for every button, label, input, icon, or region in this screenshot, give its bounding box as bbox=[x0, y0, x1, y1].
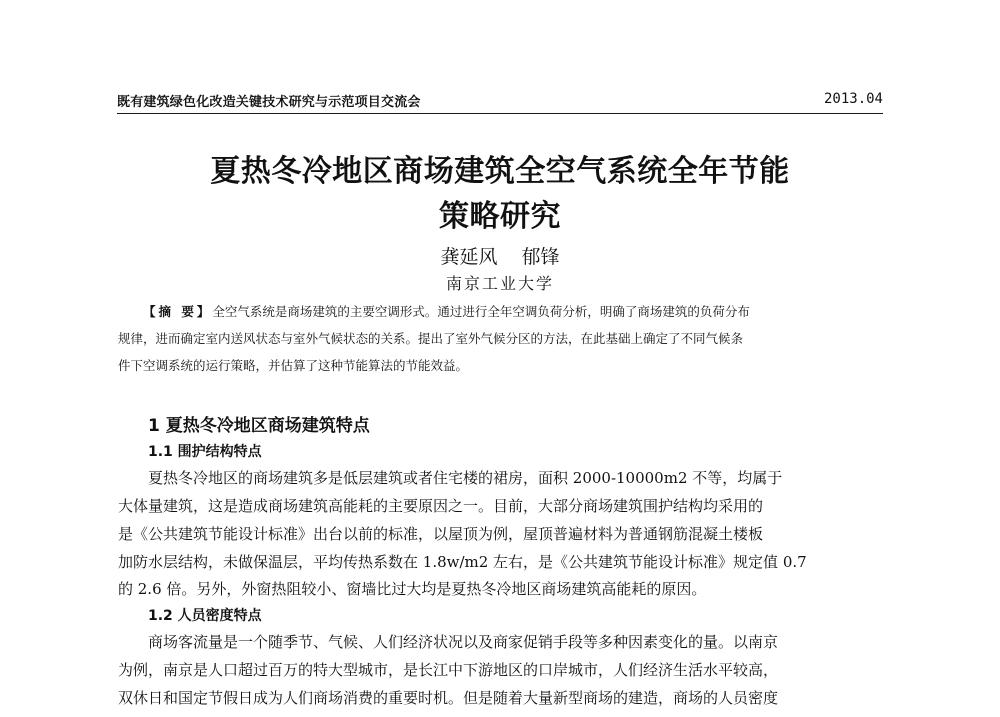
section-heading: 1 夏热冬冷地区商场建筑特点 bbox=[148, 416, 370, 436]
author-list bbox=[0, 242, 1000, 269]
abstract-label: 【摘 要】 bbox=[143, 304, 213, 319]
abstract-line: 件下空调系统的运行策略，并估算了这种节能算法的节能效益。 bbox=[118, 358, 469, 373]
abstract-line: 规律，进而确定室内送风状态与室外气候状态的关系。提出了室外气候分区的方法，在此基础上确定了不同气候条 bbox=[118, 331, 744, 346]
author-name: 郁锋 bbox=[521, 246, 560, 268]
subsection-heading: 1.1 围护结构特点 bbox=[148, 444, 262, 460]
paragraph-line: 为例，南京是人口超过百万的特大型城市，是长江中下游地区的口岸城市，人们经济生活水平较高， bbox=[118, 661, 779, 679]
paragraph-line: 是《公共建筑节能设计标准》出台以前的标准，以屋顶为例，屋顶普遍材料为普通钢筋混凝土楼板 bbox=[118, 525, 764, 543]
paragraph-line: 大体量建筑，这是造成商场建筑高能耗的主要原因之一。目前，大部分商场建筑围护结构均采用的 bbox=[118, 497, 764, 515]
paragraph-line: 加防水层结构，未做保温层，平均传热系数在 1.8w/m2 左右，是《公共建筑节能设计标准》规定值 0.7 bbox=[118, 553, 807, 571]
author-name: 龚延风 bbox=[440, 246, 498, 268]
paragraph-line: 的 2.6 倍。另外，外窗热阻较小、窗墙比过大均是夏热冬冷地区商场建筑高能耗的原因。 bbox=[118, 580, 707, 598]
paper-title-line-2: 策略研究 bbox=[439, 199, 561, 234]
affiliation: 南京工业大学 bbox=[445, 274, 554, 293]
paragraph-line: 夏热冬冷地区的商场建筑多是低层建筑或者住宅楼的裙房，面积 2000-10000m2 不等，均属于 bbox=[148, 469, 783, 487]
paragraph-line: 商场客流量是一个随季节、气候、人们经济状况以及商家促销手段等多种因素变化的量。以南京 bbox=[148, 633, 779, 651]
running-header bbox=[117, 91, 883, 114]
paper-title-line-1: 夏热冬冷地区商场建筑全空气系统全年节能 bbox=[210, 154, 790, 189]
subsection-heading: 1.2 人员密度特点 bbox=[148, 608, 262, 624]
journal-name: 既有建筑绿色化改造关键技术研究与示范项目交流会 bbox=[117, 95, 421, 110]
abstract-line: 【摘 要】全空气系统是商场建筑的主要空调形式。通过进行全年空调负荷分析，明确了商场建筑的负荷分布 bbox=[143, 304, 750, 319]
paragraph-line: 双休日和国定节假日成为人们商场消费的重要时机。但是随着大量新型商场的建造，商场的人员密度 bbox=[118, 689, 779, 707]
issue-date: 2013.04 bbox=[823, 91, 883, 107]
